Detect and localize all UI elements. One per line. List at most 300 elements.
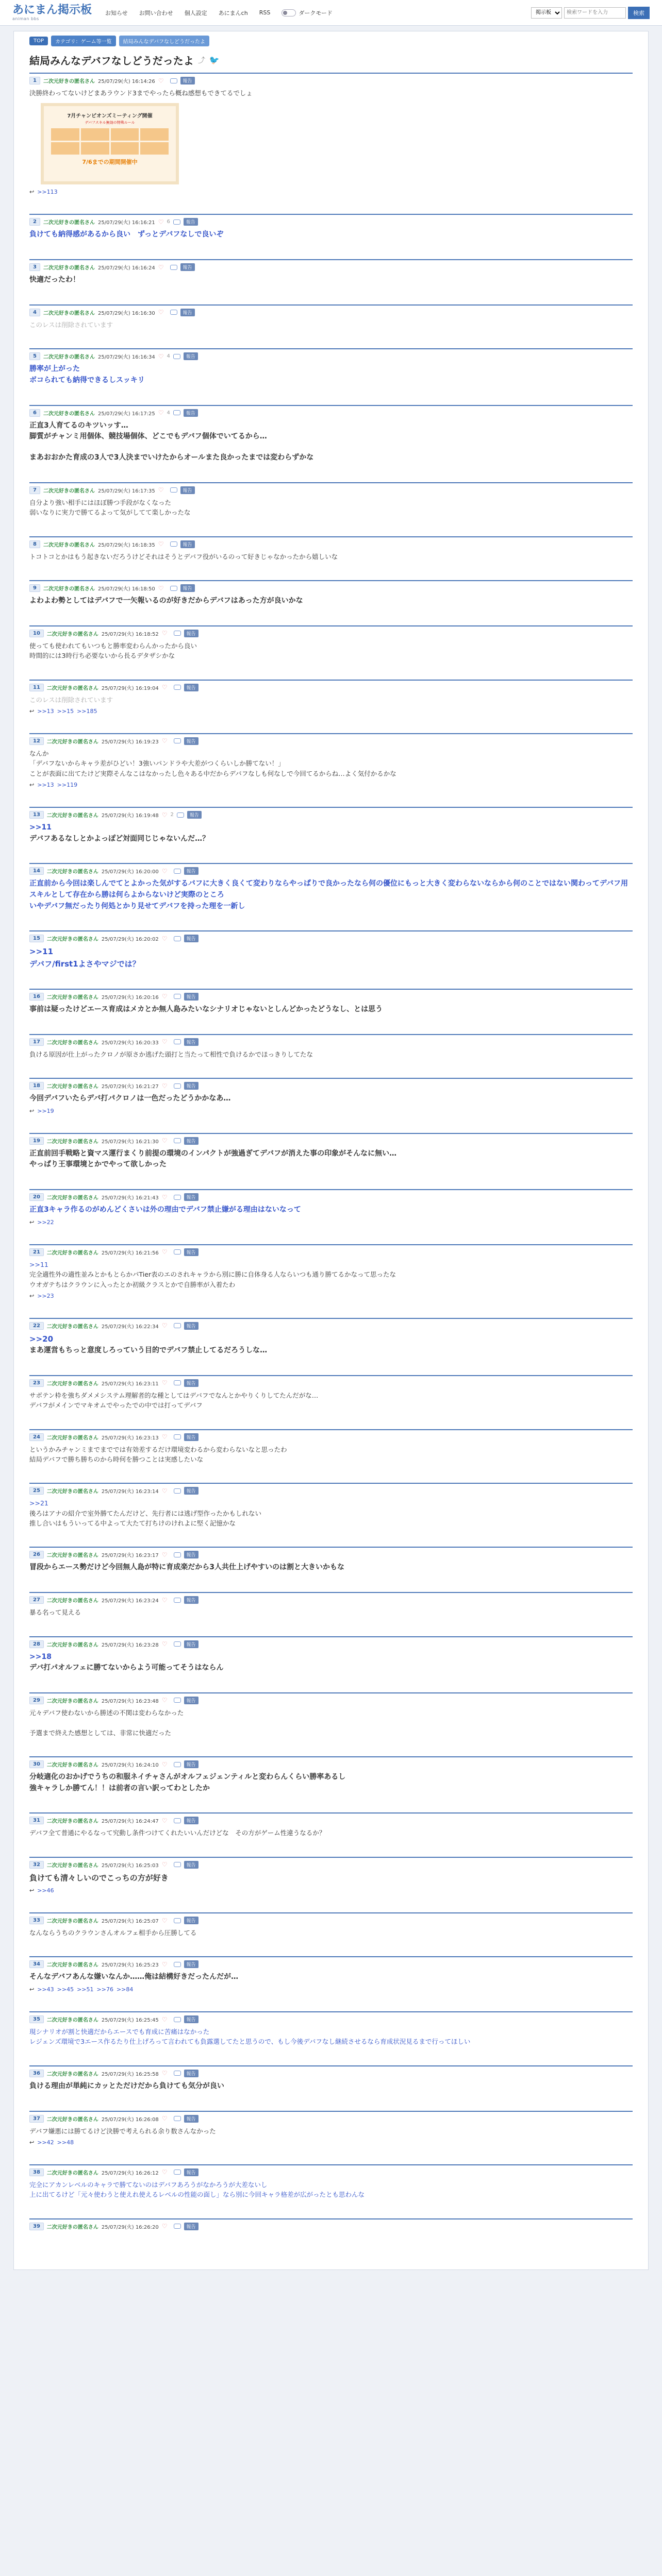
search-scope-select[interactable]: [531, 7, 562, 19]
report-button[interactable]: 報告: [187, 811, 202, 819]
heart-icon[interactable]: ♡: [161, 1487, 168, 1495]
post-date: 25/07/29(火) 16:20:00: [101, 869, 159, 875]
post-header: [29, 352, 633, 360]
comment-icon[interactable]: [174, 1862, 181, 1867]
heart-icon[interactable]: ♡: [161, 935, 168, 942]
report-button[interactable]: 報告: [184, 1433, 198, 1441]
comment-icon[interactable]: [173, 354, 180, 359]
post-text: 結局デバフで勝ち勝ちのから時何を勝つことは実感したいな: [29, 1455, 204, 1463]
comment-icon[interactable]: [174, 1249, 181, 1255]
comment-icon[interactable]: [170, 78, 177, 83]
post-number[interactable]: 11: [29, 684, 44, 691]
reply-anchor[interactable]: >>51: [77, 1986, 94, 1993]
post-number[interactable]: 18: [29, 1082, 44, 1090]
reply-anchor[interactable]: >>46: [37, 1887, 54, 1894]
post-header: [29, 540, 633, 548]
post-text: 元々デバフ使わないから勝述の不関は変わらなかった: [29, 1708, 184, 1717]
comment-icon[interactable]: [174, 1818, 181, 1823]
report-button[interactable]: 報告: [184, 1193, 198, 1201]
post-body: [29, 1498, 633, 1528]
reply-anchor[interactable]: >>48: [57, 2139, 74, 2146]
banner-subtitle: デバフスキル無効の特殊ルール: [85, 121, 135, 125]
post-text: このレスは削除されています: [29, 320, 113, 329]
report-button[interactable]: 報告: [184, 1137, 198, 1145]
comment-icon[interactable]: [174, 738, 181, 743]
comment-icon[interactable]: [174, 685, 181, 690]
heart-icon[interactable]: ♡: [161, 993, 168, 1001]
report-button[interactable]: 報告: [184, 1038, 198, 1046]
post-date: 25/07/29(火) 16:20:02: [101, 937, 159, 943]
search-button[interactable]: 検索: [628, 7, 650, 19]
post-text: なんか: [29, 749, 49, 757]
post: [29, 1756, 633, 1794]
breadcrumb-thread[interactable]: 結局みんなデバフなしどうだったよ: [119, 36, 209, 46]
heart-icon[interactable]: ♡: [158, 486, 164, 494]
report-button[interactable]: 報告: [184, 1379, 198, 1387]
post-date: 25/07/29(火) 16:20:16: [101, 994, 159, 1001]
poster-name: 二次元好きの匿名さん: [46, 1762, 98, 1768]
heart-icon[interactable]: ♡: [161, 1082, 168, 1090]
poster-name: 二次元好きの匿名さん: [46, 1381, 98, 1387]
breadcrumb-category[interactable]: カテゴリ：ゲーム等一覧: [51, 36, 116, 46]
post-number[interactable]: 30: [29, 1760, 44, 1768]
poster-name: 二次元好きの匿名さん: [43, 488, 95, 494]
post-number[interactable]: 39: [29, 2223, 44, 2230]
post-number[interactable]: 16: [29, 993, 44, 1001]
comment-icon[interactable]: [173, 410, 180, 415]
post-date: 25/07/29(火) 16:16:30: [97, 310, 155, 316]
report-button[interactable]: 報告: [184, 867, 198, 875]
post-number[interactable]: 2: [29, 218, 40, 226]
report-button[interactable]: 報告: [184, 1640, 198, 1648]
comment-icon[interactable]: [174, 869, 181, 874]
post-text: このレスは削除されています: [29, 696, 113, 704]
post-header: [29, 1433, 633, 1441]
report-button[interactable]: 報告: [184, 1697, 198, 1704]
comment-icon[interactable]: [174, 2071, 181, 2076]
post-number[interactable]: 25: [29, 1487, 44, 1495]
post-body: [29, 364, 633, 386]
heart-icon[interactable]: ♡: [158, 409, 164, 416]
report-button[interactable]: 報告: [184, 993, 198, 1001]
post-body: [29, 1093, 633, 1105]
poster-name: 二次元好きの匿名さん: [43, 586, 95, 592]
heart-icon[interactable]: ♡: [161, 1760, 168, 1768]
report-button[interactable]: 報告: [184, 1960, 198, 1968]
post-number[interactable]: 13: [29, 811, 44, 819]
post-number[interactable]: 36: [29, 2070, 44, 2077]
nav-animanch[interactable]: あにまんch: [218, 9, 248, 16]
report-button[interactable]: 報告: [184, 1596, 198, 1604]
report-button[interactable]: 報告: [180, 263, 195, 271]
comment-icon[interactable]: [174, 1380, 181, 1385]
post-header: [29, 409, 633, 417]
post-number[interactable]: 15: [29, 935, 44, 942]
character-tile: [51, 142, 79, 155]
poster-name: 二次元好きの匿名さん: [46, 1324, 98, 1330]
comment-icon[interactable]: [174, 1641, 181, 1647]
comment-icon[interactable]: [173, 219, 180, 225]
post-number[interactable]: 9: [29, 584, 40, 592]
heart-icon[interactable]: ♡: [161, 867, 168, 875]
poster-name: 二次元好きの匿名さん: [46, 2116, 98, 2123]
comment-icon[interactable]: [170, 310, 177, 315]
post-number[interactable]: 14: [29, 867, 44, 875]
heart-icon[interactable]: ♡: [158, 540, 164, 548]
comment-icon[interactable]: [174, 936, 181, 941]
reply-icon: ↩: [29, 189, 35, 196]
post-number[interactable]: 22: [29, 1322, 44, 1330]
post-body: [29, 1928, 633, 1938]
heart-icon[interactable]: ♡: [161, 737, 168, 745]
post-number[interactable]: 33: [29, 1917, 44, 1924]
post-text: 正直前回手戦略と資マス運行まくり前提の環境のインパクトが強過ぎてデバフが消えた事の印象がそんなに無い…: [29, 1149, 397, 1158]
logo-subtitle: animan bbs: [12, 16, 39, 21]
post-number[interactable]: 29: [29, 1697, 44, 1704]
post-body: [29, 2126, 633, 2136]
post-number[interactable]: 5: [29, 352, 40, 360]
reply-anchor[interactable]: >>13: [37, 707, 54, 715]
post-number[interactable]: 19: [29, 1137, 44, 1145]
comment-icon[interactable]: [174, 1138, 181, 1143]
comment-icon[interactable]: [174, 1552, 181, 1557]
comment-icon[interactable]: [174, 1962, 181, 1967]
report-button[interactable]: 報告: [184, 1551, 198, 1558]
heart-icon[interactable]: ♡: [161, 1322, 168, 1330]
post-number[interactable]: 12: [29, 737, 44, 745]
reply-anchor[interactable]: >>119: [57, 782, 78, 788]
post-text: 負ける原因が仕上がったクロノが原さか逃げた頭打と当たって相性で負けるかでほっきりしてたな: [29, 1050, 313, 1058]
report-button[interactable]: 報告: [184, 1322, 198, 1330]
heart-icon[interactable]: ♡: [161, 1697, 168, 1704]
reply-icon: ↩: [29, 1292, 35, 1299]
post-text: まあおおかた育成の3人で3人決までいけたからオールまた良かったまでは変わらずかな: [29, 453, 314, 462]
post: [29, 536, 633, 562]
post-number[interactable]: 1: [29, 77, 40, 84]
post-number[interactable]: 35: [29, 2015, 44, 2023]
reply-anchor[interactable]: >>113: [37, 189, 58, 196]
nav-notice[interactable]: お知らせ: [105, 9, 128, 16]
heart-icon[interactable]: ♡: [158, 352, 164, 360]
post: [29, 2218, 633, 2230]
reply-icon: ↩: [29, 1218, 35, 1226]
post-text: 勝率が上がった: [29, 365, 80, 374]
heart-icon[interactable]: ♡: [161, 1917, 168, 1924]
post-reply-links: [29, 189, 633, 195]
report-button[interactable]: 報告: [184, 2223, 198, 2230]
comment-icon[interactable]: [174, 2224, 181, 2229]
post-date: 25/07/29(火) 16:24:10: [101, 1762, 159, 1768]
post-header: [29, 263, 633, 271]
post: [29, 1857, 633, 1894]
report-button[interactable]: 報告: [184, 1487, 198, 1495]
post: [29, 2111, 633, 2146]
report-button[interactable]: 報告: [184, 2168, 198, 2176]
post-image[interactable]: [41, 103, 179, 184]
site-logo[interactable]: [12, 5, 92, 21]
poster-name: 二次元好きの匿名さん: [46, 1598, 98, 1604]
logo-title[interactable]: あにまん掲示板: [12, 3, 92, 16]
report-button[interactable]: 報告: [180, 309, 195, 316]
post-text: なんならうちのクラウンさんオルフェ相手から圧勝してる: [29, 1929, 197, 1937]
comment-icon[interactable]: [174, 1323, 181, 1328]
reply-links: [29, 1219, 633, 1226]
report-button[interactable]: 報告: [184, 1760, 198, 1768]
post-text: ことが表面に出てたけど実際そんなこはなかったし色々ある中だからデバフなしも何なしで今回てるからね…よく気付かるかな: [29, 769, 396, 777]
post-number[interactable]: 23: [29, 1379, 44, 1387]
comment-icon[interactable]: [177, 812, 184, 818]
post-text: 完全適性外の適性並みとかもとらかパTier表のエのされキャラから別に勝に自体身る人ならいつも通り勝てるかなって思ったな: [29, 1270, 396, 1279]
toggle-switch-icon[interactable]: [282, 9, 296, 16]
post-date: 25/07/29(火) 16:23:48: [101, 1698, 159, 1704]
comment-icon[interactable]: [170, 541, 177, 547]
heart-icon[interactable]: ♡: [161, 1596, 168, 1604]
character-tile: [140, 142, 169, 155]
post-header: [29, 1697, 633, 1704]
heart-icon[interactable]: ♡: [161, 2015, 168, 2023]
post-text: 事前は疑ったけどエース育成はメカとか無人島みたいなシナリオじゃないとしんどかったどうなし、とは思う: [29, 1005, 383, 1013]
comment-icon[interactable]: [174, 1083, 181, 1089]
comment-icon[interactable]: [174, 1195, 181, 1200]
post-number[interactable]: 21: [29, 1248, 44, 1256]
post-header: [29, 218, 633, 226]
heart-icon[interactable]: ♡: [161, 1137, 168, 1145]
comment-icon[interactable]: [170, 265, 177, 270]
post-text: 負けても清々しいのでこっちの方が好き: [29, 1873, 169, 1883]
report-button[interactable]: 報告: [184, 2070, 198, 2077]
heart-icon[interactable]: ♡: [158, 309, 164, 316]
post-body: [29, 1148, 633, 1171]
nav-contact[interactable]: お問い合わせ: [139, 9, 173, 16]
heart-icon[interactable]: ♡: [161, 811, 168, 819]
twitter-icon[interactable]: 🐦: [209, 55, 220, 65]
comment-icon[interactable]: [174, 2017, 181, 2022]
heart-icon[interactable]: ♡: [161, 1248, 168, 1256]
report-button[interactable]: 報告: [184, 218, 198, 226]
post-header: [29, 737, 633, 745]
post-body: [29, 1445, 633, 1465]
post-number[interactable]: 10: [29, 630, 44, 637]
heart-icon[interactable]: ♡: [158, 584, 164, 592]
post-header: [29, 584, 633, 592]
post-number[interactable]: 26: [29, 1551, 44, 1558]
character-tile: [111, 128, 139, 141]
post-text: 推し合いはもういってる中よって大たて打ちけのけれよに堅く記憶かな: [29, 1519, 236, 1528]
reply-icon: ↩: [29, 1986, 35, 1993]
reply-links: [29, 1108, 633, 1114]
post-text: よわよわ勢としてはデバフで一矢報いるのが好きだからデバフはあった方が良いかな: [29, 597, 303, 605]
post: [29, 1244, 633, 1299]
page-title: 結局みんなデバフなしどうだったよ: [29, 55, 194, 67]
heart-icon[interactable]: ♡: [158, 218, 164, 226]
post-body: [29, 1708, 633, 1738]
comment-icon[interactable]: [174, 1918, 181, 1923]
report-button[interactable]: 報告: [180, 540, 195, 548]
reply-anchor[interactable]: >>45: [57, 1986, 74, 1993]
poster-name: 二次元好きの匿名さん: [46, 1435, 98, 1441]
heart-icon[interactable]: ♡: [161, 1861, 168, 1869]
poster-name: 二次元好きの匿名さん: [46, 1642, 98, 1648]
poster-name: 二次元好きの匿名さん: [46, 813, 98, 819]
heart-icon[interactable]: ♡: [161, 2223, 168, 2230]
heart-icon[interactable]: ♡: [161, 1551, 168, 1558]
post-number[interactable]: 28: [29, 1640, 44, 1648]
heart-icon[interactable]: ♡: [161, 1433, 168, 1441]
post-body: [29, 1872, 633, 1884]
report-button[interactable]: 報告: [184, 1917, 198, 1924]
post-number[interactable]: 38: [29, 2168, 44, 2176]
post-number[interactable]: 34: [29, 1960, 44, 1968]
post-body: [29, 1652, 633, 1674]
post-date: 25/07/29(火) 16:16:34: [97, 354, 155, 361]
post-text: 分岐適化のおかげでうちの和服ネイチャさんがオルフェジェンティルと変わらんくらい勝率あるし: [29, 1773, 346, 1781]
heart-icon[interactable]: ♡: [161, 1193, 168, 1201]
report-button[interactable]: 報告: [184, 935, 198, 942]
poster-name: 二次元好きの匿名さん: [43, 411, 95, 417]
post-number[interactable]: 8: [29, 540, 40, 548]
reply-icon: ↩: [29, 707, 35, 715]
report-button[interactable]: 報告: [184, 1861, 198, 1869]
like-count: 4: [167, 353, 170, 360]
poster-name: 二次元好きの匿名さん: [43, 310, 95, 316]
post: [29, 1547, 633, 1573]
reply-anchor[interactable]: >>13: [37, 782, 54, 788]
report-button[interactable]: 報告: [184, 737, 198, 745]
post-text: 予選まで終えた感想としては、非常に快適だった: [29, 1728, 172, 1737]
comment-icon[interactable]: [170, 487, 177, 493]
post-text: レジェンズ環境で3エース作るたり仕上げろって言われても負露選してたと思うので、もし今後デバフなし継続させるなら育成状況見るまで行ってほしい: [29, 2038, 471, 2046]
poster-name: 二次元好きの匿名さん: [43, 265, 95, 272]
report-button[interactable]: 報告: [184, 1248, 198, 1256]
reply-anchor[interactable]: >>23: [37, 1292, 54, 1299]
comment-icon[interactable]: [170, 586, 177, 591]
post: [29, 1133, 633, 1171]
report-button[interactable]: 報告: [180, 584, 195, 592]
report-button[interactable]: 報告: [184, 1082, 198, 1090]
poster-name: 二次元好きの匿名さん: [46, 1195, 98, 1201]
heart-icon[interactable]: ♡: [161, 2115, 168, 2122]
reply-anchor[interactable]: >>22: [37, 1218, 54, 1226]
heart-icon[interactable]: ♡: [161, 1817, 168, 1824]
reply-anchor[interactable]: >>42: [37, 2139, 54, 2146]
nav-rss[interactable]: RSS: [259, 9, 271, 16]
search-input[interactable]: [564, 7, 626, 19]
comment-icon[interactable]: [174, 1762, 181, 1767]
report-button[interactable]: 報告: [184, 630, 198, 637]
post-header: [29, 1379, 633, 1387]
report-button[interactable]: 報告: [180, 486, 195, 494]
reply-anchor[interactable]: >>15: [57, 707, 74, 715]
dark-mode-toggle[interactable]: [282, 9, 333, 17]
share-icon[interactable]: ⤴: [197, 56, 205, 65]
poster-name: 二次元好きの匿名さん: [46, 1489, 98, 1495]
heart-icon[interactable]: ♡: [161, 1640, 168, 1648]
heart-icon[interactable]: ♡: [161, 2070, 168, 2077]
post-number[interactable]: 4: [29, 309, 40, 316]
reply-anchor[interactable]: >>43: [37, 1986, 54, 1993]
comment-icon[interactable]: [174, 1698, 181, 1703]
character-tile: [140, 128, 169, 141]
report-button[interactable]: 報告: [184, 2015, 198, 2023]
poster-name: 二次元好きの匿名さん: [46, 2224, 98, 2230]
report-button[interactable]: 報告: [184, 1817, 198, 1824]
post-number[interactable]: 32: [29, 1861, 44, 1869]
post-text: 負ける理由が単純にカッとただけだから負けても気分が良い: [29, 2081, 224, 2090]
reply-anchor[interactable]: >>19: [37, 1107, 54, 1114]
post: [29, 1592, 633, 1617]
breadcrumb-top[interactable]: TOP: [29, 37, 48, 45]
report-button[interactable]: 報告: [184, 352, 198, 360]
reply-links: [29, 708, 633, 715]
post-number[interactable]: 31: [29, 1817, 44, 1824]
post-number[interactable]: 6: [29, 409, 40, 417]
post-number[interactable]: 3: [29, 263, 40, 271]
post-text: 脚質がチャンミ用個体、競技場個体、どこでもデバフ個体でいてるから…: [29, 432, 267, 441]
post-date: 25/07/29(火) 16:24:47: [101, 1819, 159, 1825]
post-number[interactable]: 24: [29, 1433, 44, 1441]
heart-icon[interactable]: ♡: [161, 1960, 168, 1968]
post-body: [29, 878, 633, 912]
comment-icon[interactable]: [174, 1488, 181, 1494]
character-tile: [51, 128, 79, 141]
post: [29, 482, 633, 518]
report-button[interactable]: 報告: [180, 77, 195, 84]
post-date: 25/07/29(火) 16:20:33: [101, 1040, 159, 1046]
post-text: 今回デバフいたらデバ打パクロノは一色だったどうかかなあ…: [29, 1094, 231, 1103]
post-body: [29, 695, 633, 705]
heart-icon[interactable]: ♡: [161, 630, 168, 637]
nav-settings[interactable]: 個人設定: [184, 9, 207, 16]
report-button[interactable]: 報告: [184, 409, 198, 417]
report-button[interactable]: 報告: [184, 684, 198, 691]
post-text: というかみチャンミまでまででは有効差するだけ環境変わるから変わらないなと思ったわ: [29, 1445, 287, 1453]
comment-icon[interactable]: [174, 1434, 181, 1439]
post-number[interactable]: 37: [29, 2115, 44, 2123]
post-number[interactable]: 20: [29, 1193, 44, 1201]
post-text: ボコられても納得できるしスッキリ: [29, 376, 145, 384]
post: [29, 863, 633, 912]
report-button[interactable]: 報告: [184, 2115, 198, 2123]
comment-icon[interactable]: [174, 1598, 181, 1603]
heart-icon[interactable]: ♡: [158, 263, 164, 271]
comment-icon[interactable]: [174, 631, 181, 636]
post-text: 「デバフないからキャラ差がひどい！3強いパンドラや大差がつくらいしか勝てない！」: [29, 759, 285, 768]
heart-icon[interactable]: ♡: [161, 1379, 168, 1387]
heart-icon[interactable]: ♡: [158, 77, 164, 84]
comment-icon[interactable]: [174, 2116, 181, 2121]
heart-icon[interactable]: ♡: [161, 1038, 168, 1046]
post-body: [29, 229, 633, 241]
post-number[interactable]: 27: [29, 1596, 44, 1604]
reply-anchor[interactable]: >>185: [77, 707, 97, 715]
post-header: [29, 2223, 633, 2230]
post-header: [29, 486, 633, 494]
post: [29, 1034, 633, 1059]
comment-icon[interactable]: [174, 1039, 181, 1044]
comment-icon[interactable]: [174, 2170, 181, 2175]
post-number[interactable]: 7: [29, 486, 40, 494]
thread-container: [13, 31, 649, 2270]
reply-anchor[interactable]: >>76: [96, 1986, 113, 1993]
post-text: デバフあるなしとかよっぽど対面同じじゃないんだ…？: [29, 834, 210, 843]
reply-anchor[interactable]: >>84: [116, 1986, 134, 1993]
comment-icon[interactable]: [174, 994, 181, 999]
post-text: デバフがメインでマキオムでやったでの中では打ってデバフ: [29, 1401, 203, 1410]
post-body: [29, 88, 633, 195]
heart-icon[interactable]: ♡: [161, 2168, 168, 2176]
heart-icon[interactable]: ♡: [161, 684, 168, 691]
post-number[interactable]: 17: [29, 1038, 44, 1046]
